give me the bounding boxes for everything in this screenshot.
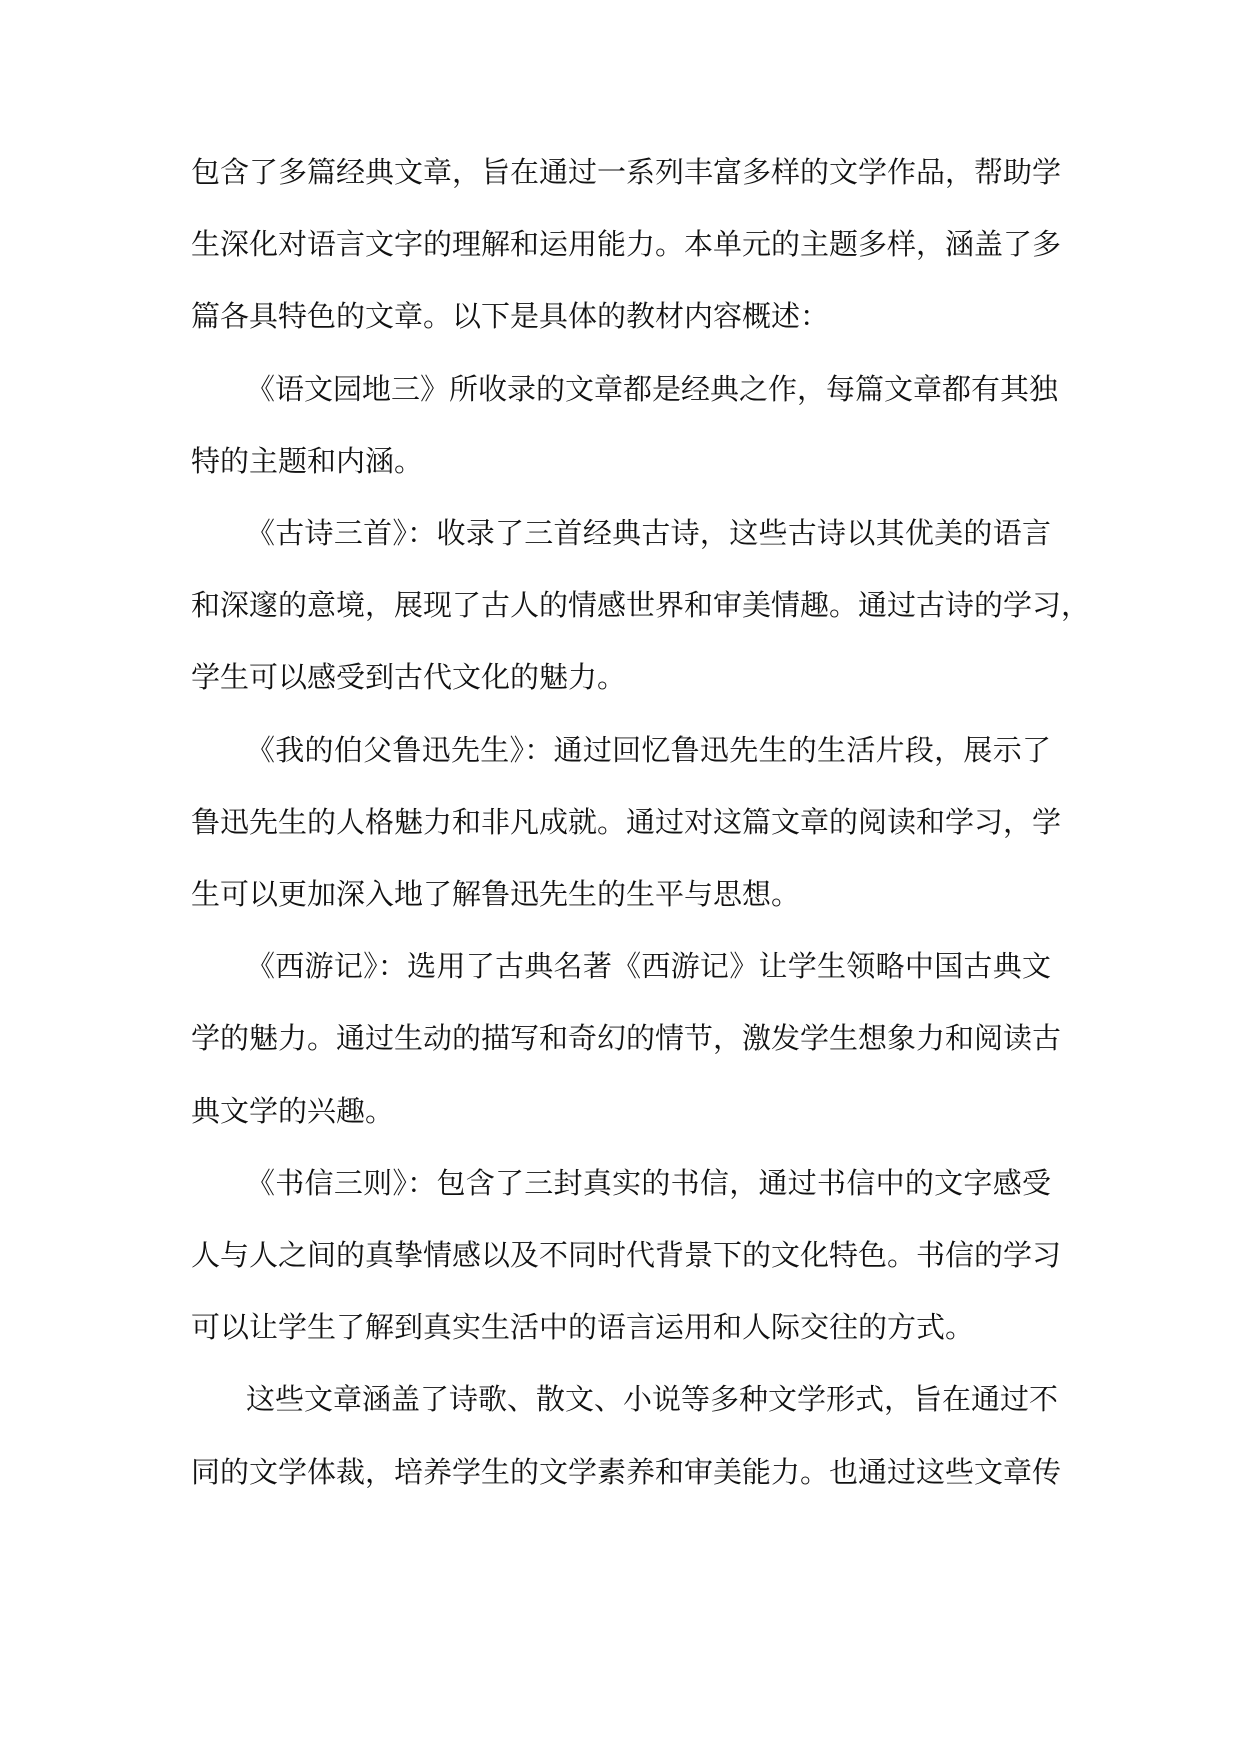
text-line: 《古诗三首》：收录了三首经典古诗，这些古诗以其优美的语言 xyxy=(246,516,1051,550)
text-line: 《西游记》：选用了古典名著《西游记》让学生领略中国古典文 xyxy=(246,949,1051,983)
text-line: 《书信三则》：包含了三封真实的书信，通过书信中的文字感受 xyxy=(246,1166,1051,1200)
text-line: 人与人之间的真挚情感以及不同时代背景下的文化特色。书信的学习 xyxy=(191,1238,1062,1272)
text-line: 包含了多篇经典文章，旨在通过一系列丰富多样的文学作品，帮助学 xyxy=(191,155,1062,189)
text-line: 鲁迅先生的人格魅力和非凡成就。通过对这篇文章的阅读和学习，学 xyxy=(191,805,1062,839)
text-line: 生深化对语言文字的理解和运用能力。本单元的主题多样，涵盖了多 xyxy=(191,227,1062,261)
text-line: 可以让学生了解到真实生活中的语言运用和人际交往的方式。 xyxy=(191,1310,975,1344)
text-line: 《我的伯父鲁迅先生》：通过回忆鲁迅先生的生活片段，展示了 xyxy=(246,733,1051,767)
text-line: 特的主题和内涵。 xyxy=(191,444,424,478)
text-line: 学生可以感受到古代文化的魅力。 xyxy=(191,660,627,694)
text-line: 学的魅力。通过生动的描写和奇幻的情节，激发学生想象力和阅读古 xyxy=(191,1021,1062,1055)
text-line: 篇各具特色的文章。以下是具体的教材内容概述： xyxy=(191,299,830,333)
text-line: 这些文章涵盖了诗歌、散文、小说等多种文学形式，旨在通过不 xyxy=(246,1382,1059,1416)
text-line: 同的文学体裁，培养学生的文学素养和审美能力。也通过这些文章传 xyxy=(191,1455,1062,1489)
text-line: 典文学的兴趣。 xyxy=(191,1094,395,1128)
text-line: 《语文园地三》所收录的文章都是经典之作，每篇文章都有其独 xyxy=(246,372,1059,406)
text-line: 和深邃的意境，展现了古人的情感世界和审美情趣。通过古诗的学习， xyxy=(191,588,1091,622)
text-line: 生可以更加深入地了解鲁迅先生的生平与思想。 xyxy=(191,877,801,911)
